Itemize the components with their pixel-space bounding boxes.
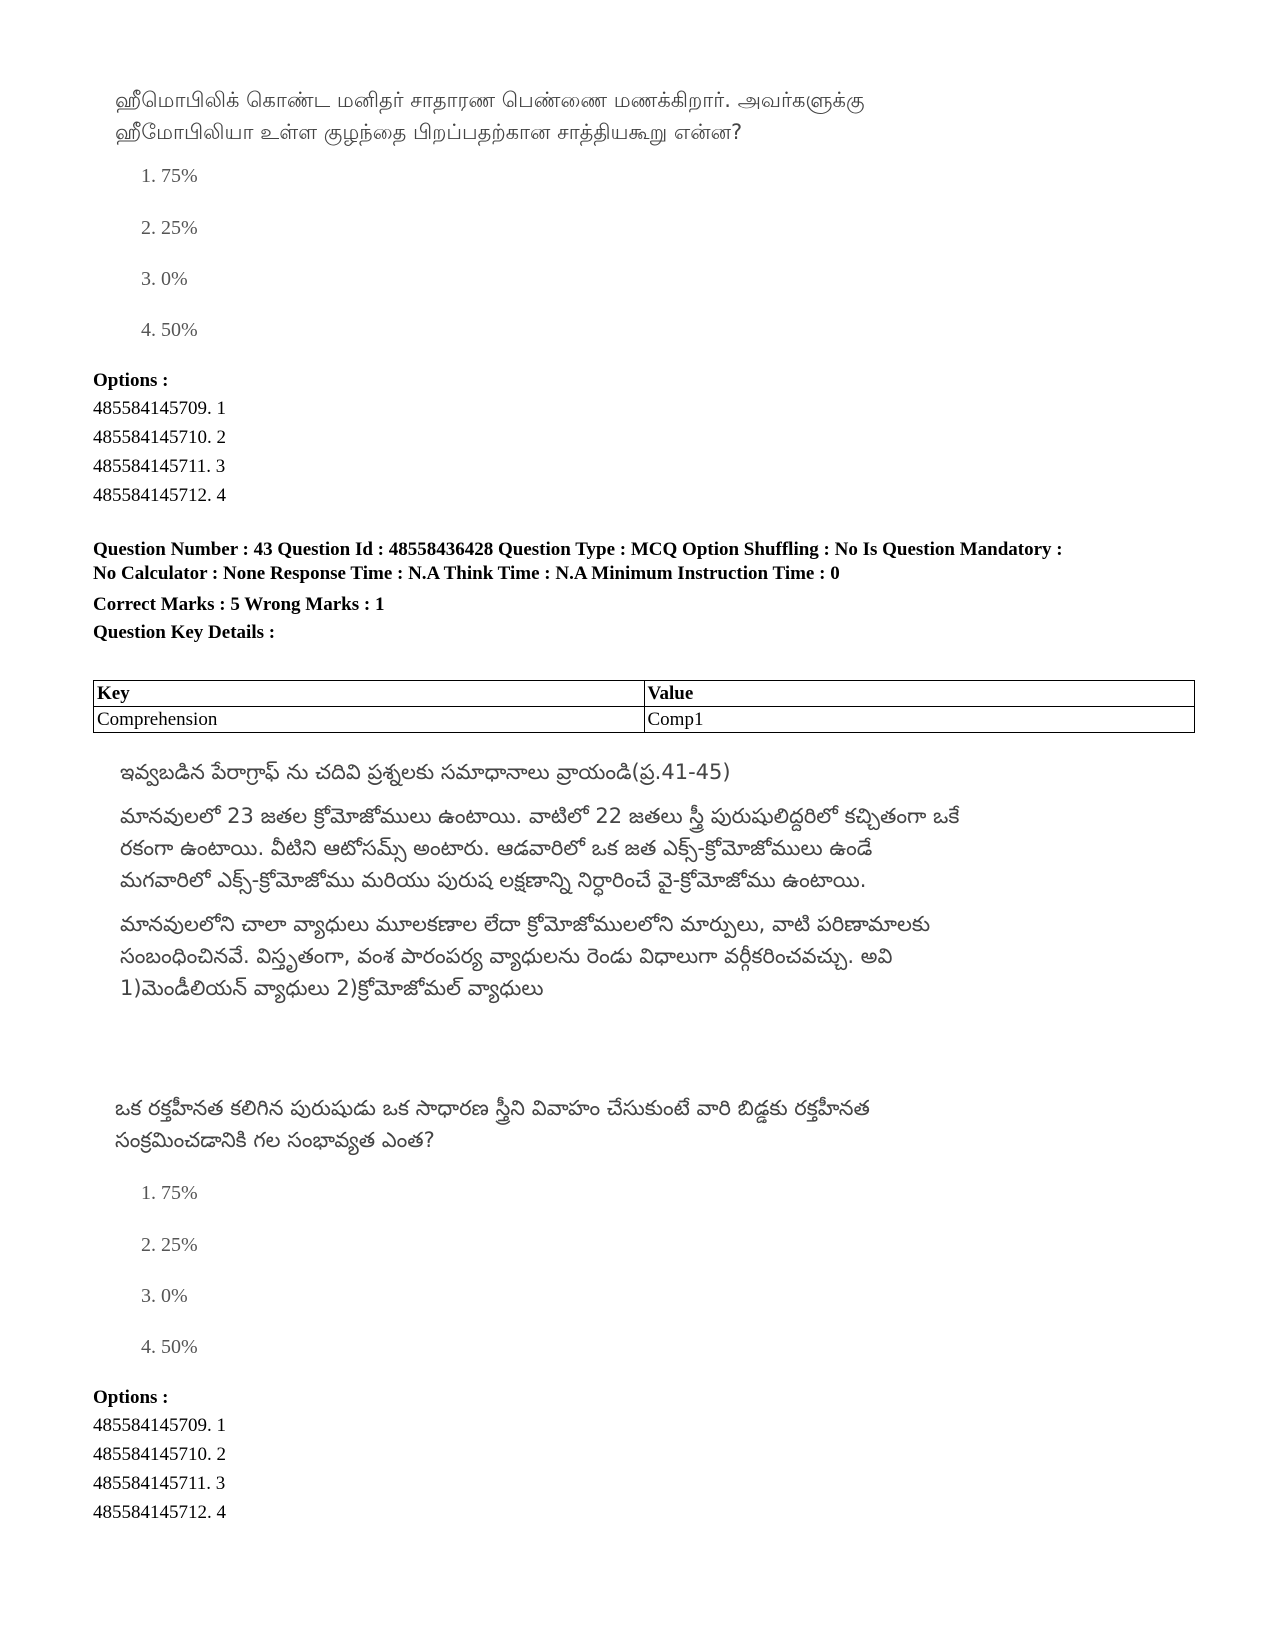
comprehension-image [120,756,1200,1004]
comprehension-paragraph-1 [120,800,1200,896]
table-header-key: Key [94,681,645,707]
paragraph-line: మగవారిలో ఎక్స్-క్రోమోజోము మరియు పురుష లక్షణాన్ని నిర్ధారించే వై-క్రోమోజోము ఉంటాయి. [120,868,867,892]
choice-item: 2. 25% [141,1234,198,1256]
question-image-telugu [115,1092,1195,1156]
table-cell-value: Comp1 [644,707,1195,733]
question-text-line: ఒక రక్తహీనత కలిగిన పురుషుడు ఒక సాధారణ స్త్రీని వివాహం చేసుకుంటే వారి బిడ్డకు రక్తహీనత [115,1096,870,1120]
question-meta [93,538,1253,586]
choice-item: 3. 0% [141,268,188,290]
question-image-tamil [115,84,1195,148]
table-header-row [94,681,1195,707]
question-meta-line: Question Number : 43 Question Id : 48558436428 Question Type : MCQ Option Shuffling : No Is Question Mandatory : [93,539,1063,560]
options-heading: Options : [93,370,169,391]
paragraph-line: మానవులలో 23 జతల క్రోమోజోములు ఉంటాయి. వాటిలో 22 జతలు స్త్రీ పురుషులిద్దరిలో కచ్చితంగా ఒకే [120,804,960,828]
option-item: 485584145710. 2 [93,1444,226,1465]
paragraph-line: సంబంధించినవే. విస్తృతంగా, వంశ పారంపర్య వ్యాధులను రెండు విధాలుగా వర్గీకరించవచ్చు. అవి [120,944,893,968]
key-details-heading: Question Key Details : [93,622,276,643]
table-row [94,707,1195,733]
option-item: 485584145710. 2 [93,427,226,448]
choice-item: 1. 75% [141,1182,198,1204]
options-heading: Options : [93,1387,169,1408]
choice-item: 1. 75% [141,165,198,187]
option-item: 485584145712. 4 [93,485,226,506]
marks-line: Correct Marks : 5 Wrong Marks : 1 [93,594,385,615]
option-item: 485584145709. 1 [93,398,226,419]
question-text-line: ஹீமோபிலியா உள்ள குழந்தை பிறப்பதற்கான சாத்தியகூறு என்ன? [115,120,743,144]
key-details-table [93,680,1195,733]
paragraph-line: 1)మెండీలియన్ వ్యాధులు 2)క్రోమోజోమల్ వ్యాధులు [120,976,544,1000]
choice-item: 4. 50% [141,319,198,341]
question-meta-line: No Calculator : None Response Time : N.A Think Time : N.A Minimum Instruction Time : 0 [93,563,840,584]
options-list [93,1411,226,1527]
options-list [93,394,226,510]
option-item: 485584145711. 3 [93,1473,226,1494]
option-item: 485584145711. 3 [93,456,226,477]
option-item: 485584145709. 1 [93,1415,226,1436]
question-text-line: సంక్రమించడానికి గల సంభావ్యత ఎంత? [115,1128,435,1152]
comprehension-paragraph-2 [120,908,1200,1004]
choice-item: 3. 0% [141,1285,188,1307]
choice-item: 2. 25% [141,217,198,239]
paragraph-line: రకంగా ఉంటాయి. వీటిని ఆటోసమ్స్ అంటారు. ఆడవారిలో ఒక జత ఎక్స్-క్రోమోజోములు ఉండే [120,836,873,860]
table-cell-key: Comprehension [94,707,645,733]
question-text-line: ஹீமொபிலிக் கொண்ட மனிதர் சாதாரண பெண்ணை மணக்கிறார். அவர்களுக்கு [115,88,865,112]
option-item: 485584145712. 4 [93,1502,226,1523]
table-header-value: Value [644,681,1195,707]
comprehension-instruction: ఇవ్వబడిన పేరాగ్రాఫ్ ను చదివి ప్రశ్నలకు సమాధానాలు వ్రాయండి(ప్ర.41-45) [120,760,731,784]
choice-item: 4. 50% [141,1336,198,1358]
paragraph-line: మానవులలోని చాలా వ్యాధులు మూలకణాల లేదా క్రోమోజోములలోని మార్పులు, వాటి పరిణామాలకు [120,912,931,936]
